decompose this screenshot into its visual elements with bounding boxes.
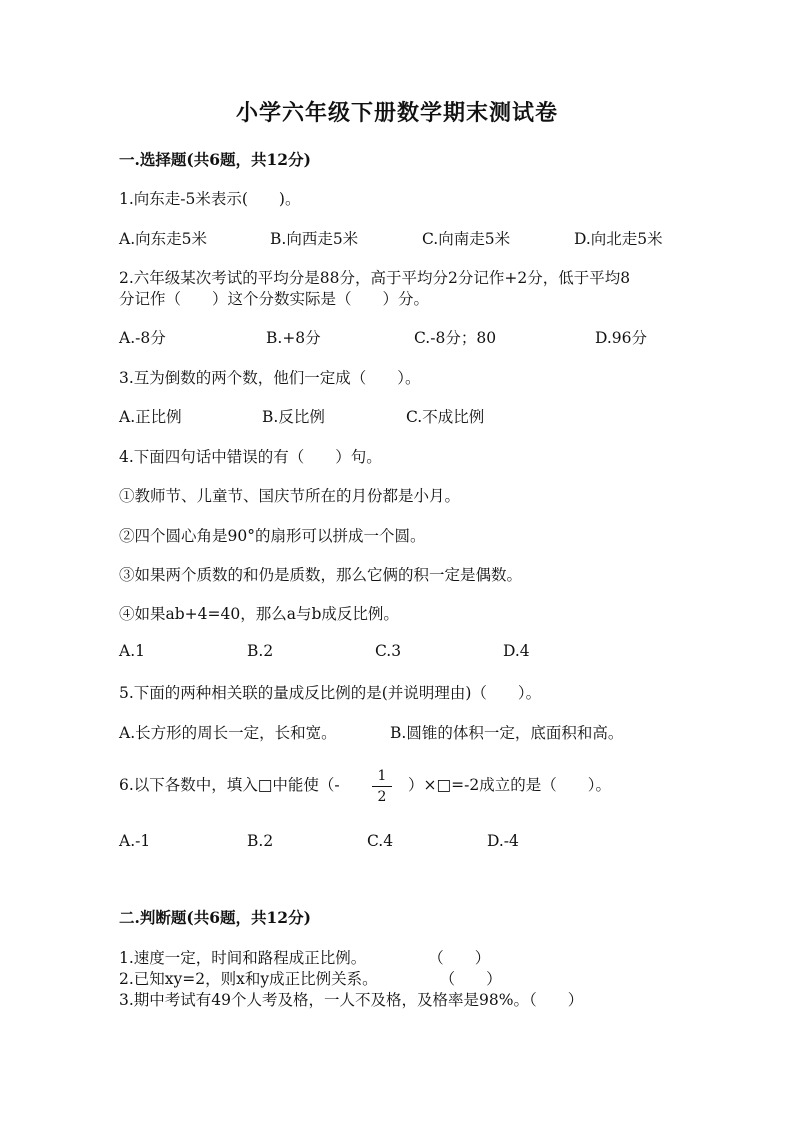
judge-item-3: 3.期中考试有49个人考及格，一人不及格，及格率是98%。（ ） [119,991,584,1009]
section-heading-judge: 二.判断题(共6题，共12分) [119,908,311,927]
q3-option-c: C.不成比例 [406,408,485,426]
q1-option-c: C.向南走5米 [422,230,511,248]
q4-statement-1: ①教师节、儿童节、国庆节所在的月份都是小月。 [119,487,461,505]
q5-option-a: A.长方形的周长一定，长和宽。 [119,724,337,742]
q6-option-b: B.2 [247,832,274,850]
q4-statement-2: ②四个圆心角是90°的扇形可以拼成一个圆。 [119,527,426,545]
q6-fraction [372,767,392,806]
question-6-after: ）×□=-2成立的是（ ）。 [408,776,611,794]
q4-statement-3: ③如果两个质数的和仍是质数，那么它俩的积一定是偶数。 [119,566,523,584]
q3-option-b: B.反比例 [262,408,325,426]
question-4: 4.下面四句话中错误的有（ ）句。 [119,448,382,466]
q5-option-b: B.圆锥的体积一定，底面积和高。 [390,724,624,742]
q6-option-a: A.-1 [119,832,151,850]
section-heading-choice: 一.选择题(共6题，共12分) [119,150,311,169]
q4-option-d: D.4 [503,642,530,660]
q2-option-c: C.-8分；80 [414,329,497,347]
question-2-line-1: 2.六年级某次考试的平均分是88分，高于平均分2分记作+2分，低于平均8 [119,269,631,287]
question-2-line-2: 分记作（ ）这个分数实际是（ ）分。 [119,290,430,308]
q3-option-a: A.正比例 [119,408,182,426]
judge-item-2: 2.已知xy=2，则x和y成正比例关系。 （ ） [119,970,502,988]
q2-option-d: D.96分 [595,329,648,347]
q2-option-a: A.-8分 [119,329,166,347]
q2-option-b: B.+8分 [266,329,321,347]
q1-option-d: D.向北走5米 [574,230,663,248]
q6-option-c: C.4 [367,832,394,850]
q1-option-b: B.向西走5米 [270,230,359,248]
q4-option-c: C.3 [375,642,402,660]
question-3: 3.互为倒数的两个数，他们一定成（ ）。 [119,369,421,387]
judge-item-1: 1.速度一定，时间和路程成正比例。 （ ） [119,949,491,967]
q6-fraction-denominator: 2 [377,789,387,805]
q1-option-a: A.向东走5米 [119,230,207,248]
question-5: 5.下面的两种相关联的量成反比例的是(并说明理由)（ ）。 [119,684,542,702]
q6-fraction-bar [372,786,392,787]
q6-option-d: D.-4 [487,832,519,850]
question-6-before: 6.以下各数中，填入□中能使（- [119,776,340,794]
page-title: 小学六年级下册数学期末测试卷 [235,100,558,126]
q4-option-a: A.1 [119,642,145,660]
question-1: 1.向东走-5米表示( )。 [119,190,301,208]
q6-fraction-numerator: 1 [377,768,387,784]
q4-option-b: B.2 [247,642,274,660]
q4-statement-4: ④如果ab+4=40，那么a与b成反比例。 [119,605,399,623]
